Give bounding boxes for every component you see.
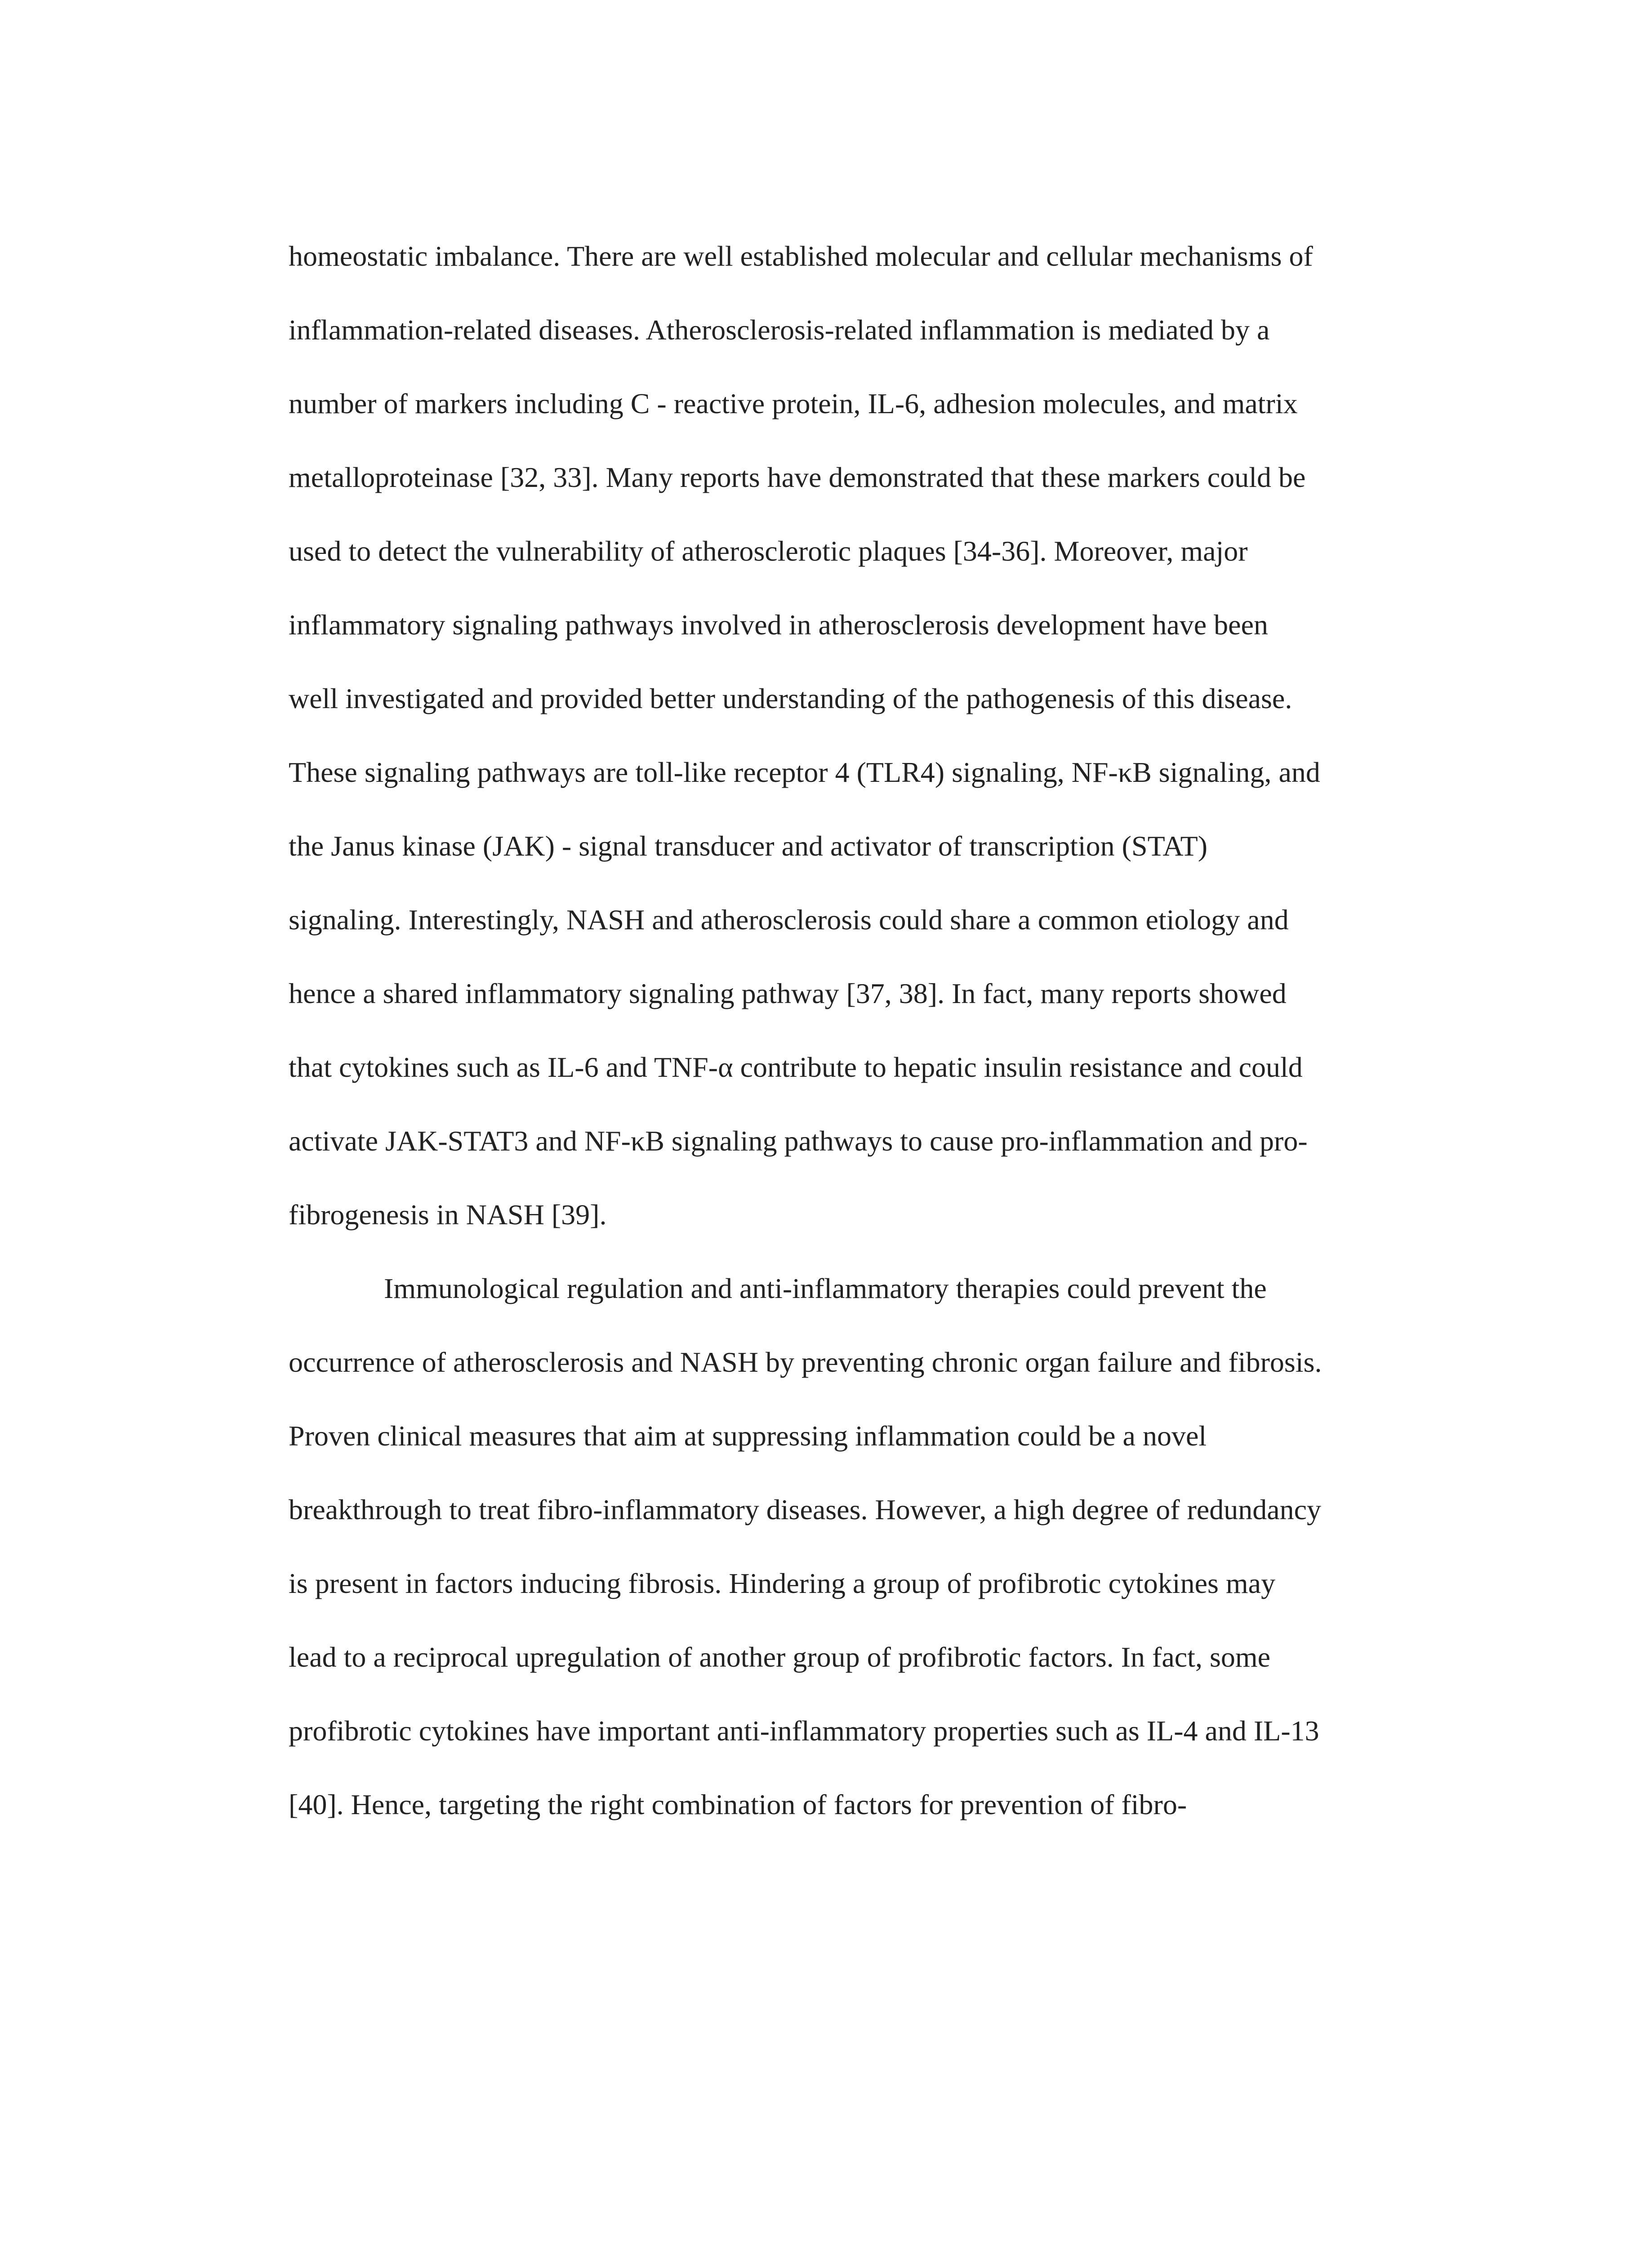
text-line: occurrence of atherosclerosis and NASH by preventing chronic organ failure and fibrosis. [289,1346,1322,1378]
text-line: number of markers including C - reactive protein, IL-6, adhesion molecules, and matrix [289,388,1298,419]
text-line: These signaling pathways are toll-like receptor 4 (TLR4) signaling, NF-κB signaling, and [289,756,1320,788]
text-line: hence a shared inflammatory signaling pathway [37, 38]. In fact, many reports showed [289,977,1287,1009]
text-line: lead to a reciprocal upregulation of another group of profibrotic factors. In fact, some [289,1641,1271,1673]
paragraph-1 [289,219,1439,1252]
text-line: homeostatic imbalance. There are well established molecular and cellular mechanisms of [289,240,1313,272]
text-line: signaling. Interestingly, NASH and atherosclerosis could share a common etiology and [289,904,1289,936]
paragraph-2 [289,1252,1439,1842]
text-line: used to detect the vulnerability of atherosclerotic plaques [34-36]. Moreover, major [289,535,1248,567]
text-line: profibrotic cytokines have important anti-inflammatory properties such as IL-4 and IL-13 [289,1715,1319,1747]
text-line: [40]. Hence, targeting the right combination of factors for prevention of fibro- [289,1789,1187,1820]
text-line: inflammatory signaling pathways involved in atherosclerosis development have been [289,609,1268,641]
text-line: inflammation-related diseases. Atherosclerosis-related inflammation is mediated by a [289,314,1270,346]
text-line: is present in factors inducing fibrosis. Hindering a group of profibrotic cytokines may [289,1567,1276,1599]
text-line: breakthrough to treat fibro-inflammatory diseases. However, a high degree of redundancy [289,1494,1322,1525]
text-line: metalloproteinase [32, 33]. Many reports have demonstrated that these markers could be [289,461,1306,493]
text-line: fibrogenesis in NASH [39]. [289,1199,607,1231]
text-line: well investigated and provided better understanding of the pathogenesis of this disease. [289,682,1292,714]
text-line: Immunological regulation and anti-inflammatory therapies could prevent the [384,1272,1267,1304]
body-text [289,219,1439,1842]
text-line: Proven clinical measures that aim at suppressing inflammation could be a novel [289,1420,1207,1452]
text-line: activate JAK-STAT3 and NF-κB signaling pathways to cause pro-inflammation and pro- [289,1125,1308,1157]
text-line: that cytokines such as IL-6 and TNF-α contribute to hepatic insulin resistance and could [289,1051,1303,1083]
text-line: the Janus kinase (JAK) - signal transducer and activator of transcription (STAT) [289,830,1208,862]
